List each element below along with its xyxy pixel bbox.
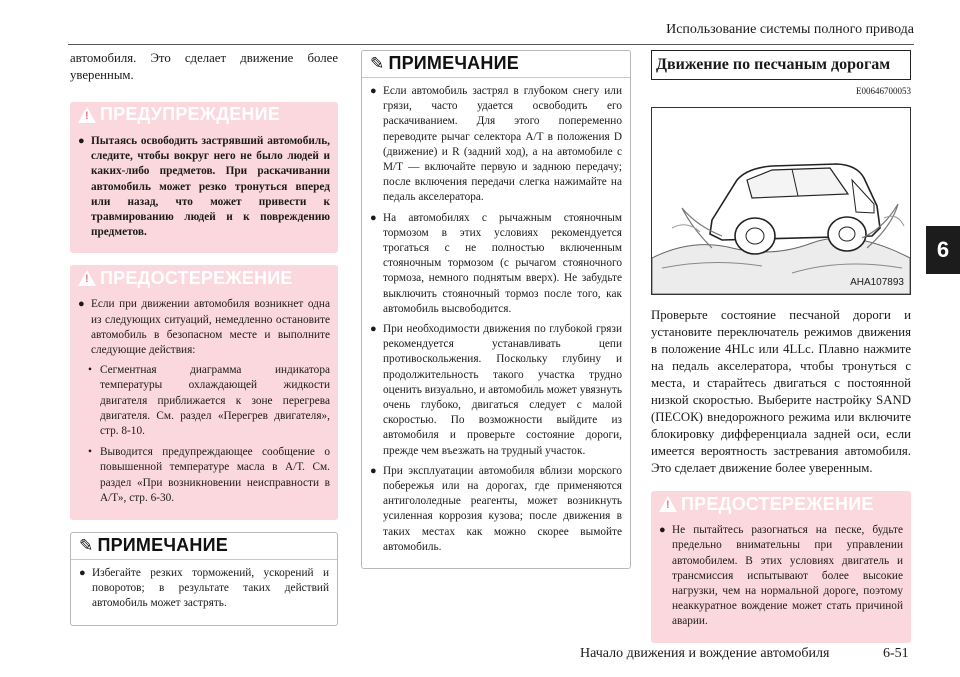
page-number: 6-51	[883, 646, 909, 661]
note-box	[361, 50, 631, 569]
note-title: ПРИМЕЧАНИЕ	[388, 53, 519, 74]
car-in-sand-drawing	[652, 108, 910, 294]
pencil-icon: ✎	[79, 536, 94, 556]
bullet-icon: ●	[370, 323, 377, 336]
note-item	[370, 211, 622, 317]
bullet-icon: ●	[78, 135, 85, 147]
note-body	[362, 78, 630, 568]
note-text: При эксплуатации автомобиля вблизи морского побережья или на дорогах, где применяются антигололедные реагенты, может возникнуть усиленная коррозия кузова; после движения в таких местах как можно скорее вымойте автомобиль.	[383, 464, 622, 553]
note-item	[370, 84, 622, 206]
bullet-icon: ●	[78, 298, 85, 311]
caution-text: Если при движении автомобиля возникнет одна из следующих ситуаций, немедленно остановите автомобиль в безопасном месте и выполните следующие действия:	[91, 298, 330, 357]
caution-item	[659, 523, 903, 629]
warning-triangle-icon	[659, 496, 677, 512]
caution-sub-item	[88, 445, 330, 506]
warning-item	[78, 134, 330, 240]
footer-section-title: Начало движения и вождение автомобиля	[580, 646, 830, 661]
bullet-icon: ●	[370, 85, 377, 97]
note-body	[71, 560, 337, 625]
caution-body	[651, 517, 911, 642]
note-title: ПРИМЕЧАНИЕ	[97, 535, 228, 556]
note-text: Избегайте резких торможений, ускорений и поворотов; в результате таких действий автомобиль может застрять.	[92, 567, 329, 610]
caution-title: ПРЕДОСТЕРЕЖЕНИЕ	[681, 493, 874, 514]
warning-triangle-icon	[78, 270, 96, 286]
note-item	[79, 566, 329, 612]
note-text: При необходимости движения по глубокой грязи рекомендуется устанавливать цепи противоскольжения. Поскольку глубину и продолжительность такого участка трудно оценить визуально, и автомобиль может увязнуть очень глубоко, двигаться следует с малой скоростью. По возможности выйдите из автомобиля и проверьте состояние дороги, прежде чем въезжать на трудный участок.	[383, 323, 622, 457]
warning-title: ПРЕДУПРЕЖДЕНИЕ	[100, 104, 280, 125]
bullet-icon: ●	[659, 524, 666, 537]
note-header	[362, 51, 630, 78]
sand-driving-illustration	[651, 107, 911, 295]
caution-item	[78, 297, 330, 358]
section-title: Движение по песчаным дорогам	[651, 50, 911, 80]
warning-body	[70, 128, 338, 253]
note-item	[370, 464, 622, 555]
header-title: Использование системы полного привода	[666, 22, 914, 37]
caution-sub-item	[88, 363, 330, 439]
warning-box	[70, 102, 338, 253]
caution-sub-text: Выводится предупреждающее сообщение о повышенной температуре масла в А/Т. См. раздел «При возникновении неисправности в А/Т», стр. 6-30.	[100, 446, 330, 504]
warning-triangle-icon	[78, 107, 96, 123]
column-left	[70, 50, 338, 638]
caution-title: ПРЕДОСТЕРЕЖЕНИЕ	[100, 267, 293, 288]
note-text: На автомобилях с рычажным стояночным тормозом в этих условиях рекомендуется трогаться с не полностью включенным стояночным тормозом (с рычагом стояночного тормоза, немного поднятым вверх). Не забудьте выключить стояночный тормоз после того, как автомобиль высвободится.	[383, 211, 622, 315]
chapter-tab: 6	[926, 226, 960, 274]
pencil-icon: ✎	[370, 54, 385, 74]
warning-header	[70, 102, 338, 128]
caution-text: Не пытайтесь разогнаться на песке, будьте предельно внимательны при управлении автомобилем. В этих условиях двигатель и трансмиссия испытывают более высокие нагрузки, чем на нормальной дороге, поэтому неаккуратное вождение может стать причиной аварии.	[672, 524, 903, 628]
bullet-icon: ●	[370, 211, 377, 224]
caution-body	[70, 291, 338, 520]
column-right	[651, 50, 911, 655]
bullet-icon: ●	[370, 464, 377, 477]
caution-header	[651, 491, 911, 517]
header-rule	[68, 44, 914, 45]
sand-paragraph: Проверьте состояние песчаной дороги и установите переключатель режимов движения в положение 4HLc или 4LLc. Плавно нажмите на педаль акселератора, чтобы тронуться с места, и старайтесь двигаться с постоянной низкой скоростью. Выберите настройку SAND (ПЕСОК) внедорожного режима или включите блокировку дифференциала задней оси, если имеется вероятность застревания автомобиля. Это сделает движение более уверенным.	[651, 308, 911, 476]
caution-box	[651, 491, 911, 642]
sub-bullet-icon: •	[88, 364, 92, 377]
note-header	[71, 533, 337, 560]
figure-label: AHA107893	[850, 277, 904, 288]
caution-sub-text: Сегментная диаграмма индикатора температуры охлаждающей жидкости двигателя приближается к зоне перегрева двигателя. См. раздел «Перегрев двигателя», стр. 8-10.	[100, 364, 330, 438]
column-middle	[361, 50, 631, 581]
intro-text: автомобиля. Это сделает движение более уверенным.	[70, 51, 338, 82]
note-item	[370, 322, 622, 459]
caution-header	[70, 265, 338, 291]
bullet-icon: ●	[79, 567, 86, 580]
caution-box	[70, 265, 338, 520]
note-text: Если автомобиль застрял в глубоком снегу или грязи, часто удается освободить его раскачиванием. Для этого попеременно переводите рычаг селектора А/Т в положения D (движение) и R (задний ход), а на автомобиле с М/Т — включайте первую и заднюю передачу; после включения передачи слегка нажимайте на педаль акселератора.	[383, 85, 622, 204]
section-code: E00646700053	[856, 86, 911, 96]
note-box	[70, 532, 338, 626]
sub-bullet-icon: •	[88, 446, 92, 459]
warning-text: Пытаясь освободить застрявший автомобиль, следите, чтобы вокруг него не было людей и каких-либо предметов. При раскачивании автомобиль может резко тронуться вперед или назад, что может привести к травмированию людей и к повреждению предметов.	[91, 135, 330, 239]
